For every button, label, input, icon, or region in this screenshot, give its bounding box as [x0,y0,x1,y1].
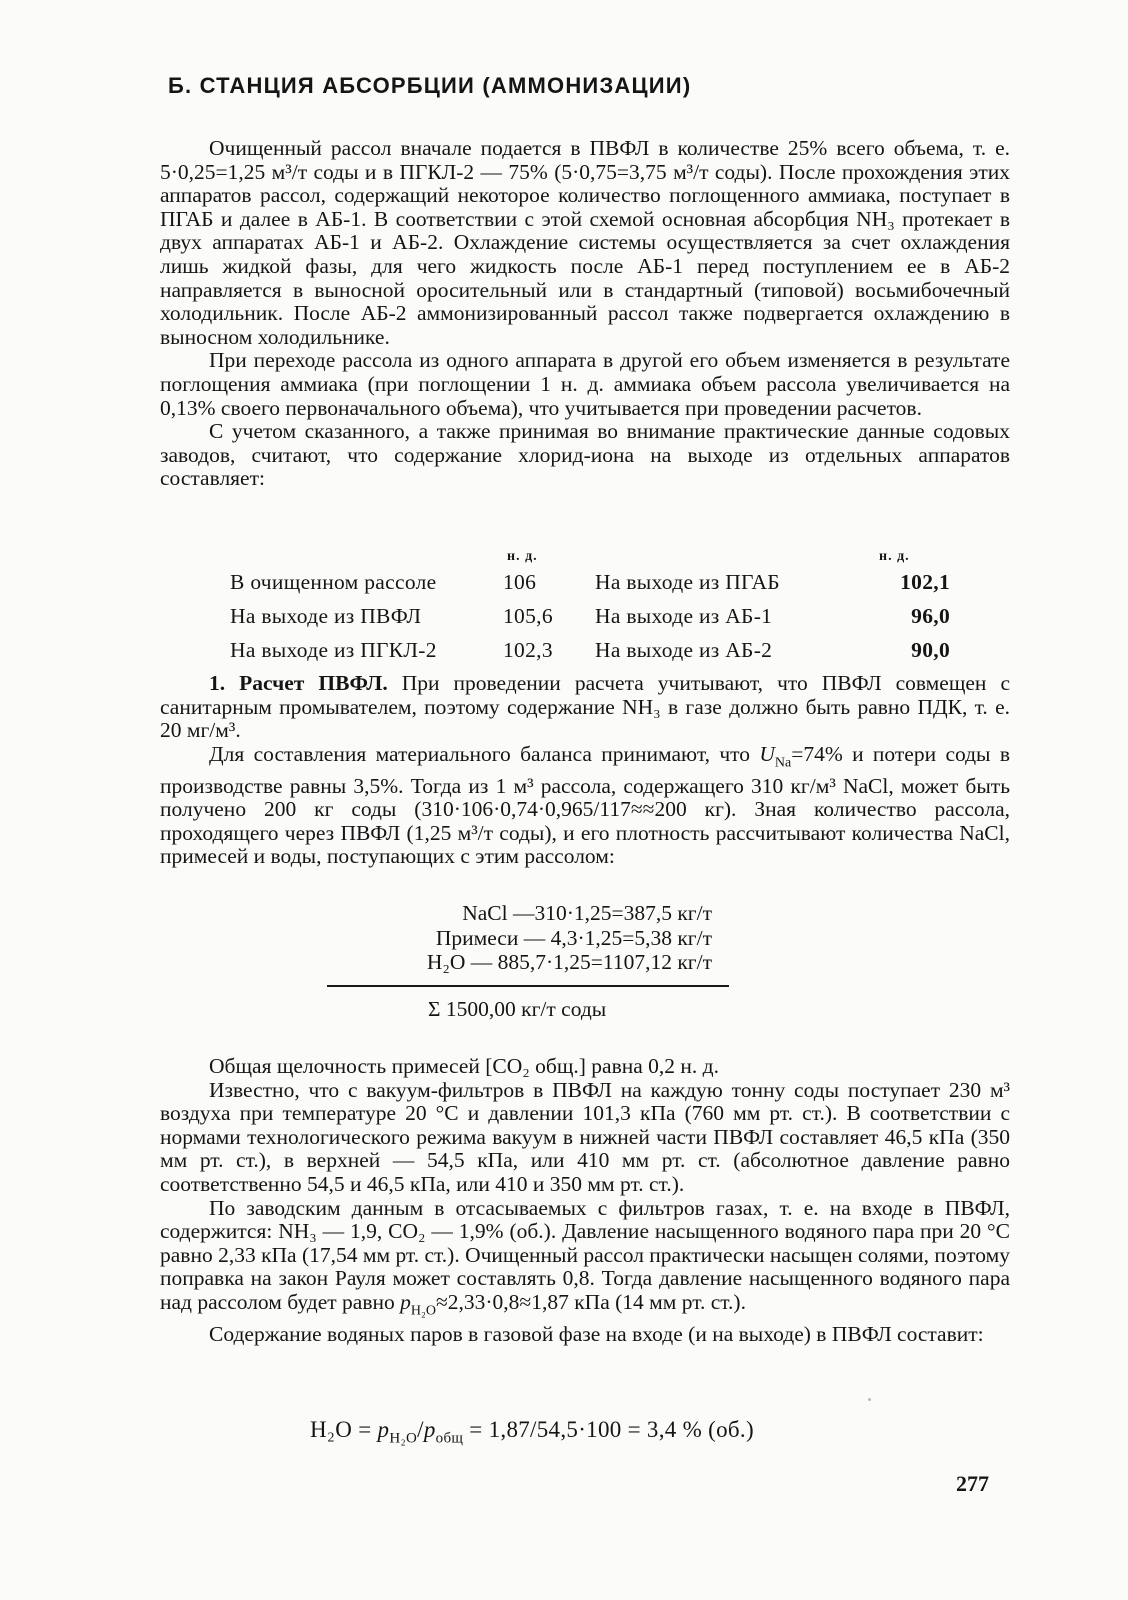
text-span: ≈2,33·0,8≈1,87 кПа (14 мм рт. ст.). [435,1289,746,1314]
row-left-value: 102,3 [503,638,553,663]
section-1-block [160,672,1010,869]
row-left-value: 106 [503,570,537,595]
balance-line-nacl: NaCl —310·1,25=387,5 кг/т [462,901,712,925]
section-1-paragraph-1-text: При проведении расчета учитывают, что ПВФЛ совмещен с санитарным промывателем, поэтому содержание NH₃ в газе должно быть равно ПДК, т. е. 20 мг/м³. [160,671,1010,743]
row-left-label: На выходе из ПВФЛ [230,604,422,629]
final-equation [310,1418,754,1451]
intro-block [160,137,1010,491]
variable-u: U [759,741,775,766]
row-left-value: 105,6 [503,604,553,629]
balance-line-impurities: Примеси — 4,3·1,25=5,38 кг/т [435,925,712,950]
scan-speck [868,1398,871,1401]
subscript-h2o: H₂O [410,1303,436,1319]
row-right-value: 102,1 [900,570,950,595]
section-title: Б. СТАНЦИЯ АБСОРБЦИИ (АММОНИЗАЦИИ) [168,73,692,98]
row-right-value: 90,0 [911,638,950,663]
chloride-table [230,566,950,668]
section-1-paragraph-1 [160,672,1010,743]
variable-p: p [400,1289,411,1314]
equation-slash: / [417,1417,424,1442]
section-2-paragraph-1: Общая щелочность примесей [CO₂ общ.] равна 0,2 н. д. [209,1054,719,1078]
row-left-label: В очищенном рассоле [230,570,437,595]
sum-rule [327,985,729,987]
equation-rhs: = 1,87/54,5·100 = 3,4 % (об.) [463,1417,754,1442]
subscript-h2o: H₂O [389,1430,418,1447]
page-number: 277 [956,1471,989,1496]
table-row [230,600,950,634]
document-page [160,0,1010,1600]
section-2-paragraph-2: Известно, что с вакуум-фильтров в ПВФЛ на каждую тонну соды поступает 230 м³ воздуха при температуре 20 °С и давлении 101,3 кПа (760 мм рт. ст.). В соответствии с нормами технологического режима вакуум в нижней части ПВФЛ составляет 46,5 кПа (350 мм рт. ст.), в верхней — 54,5 кПа, или 410 мм рт. ст. (абсолютное давление равно соответственно 54,5 и 46,5 кПа, или 410 и 350 мм рт. ст.). [160,1077,1010,1196]
row-left-label: На выходе из ПГКЛ-2 [230,638,437,663]
table-row [230,566,950,600]
unit-label-right: н. д. [879,549,910,564]
subscript-na: Na [774,755,792,771]
section-1-paragraph-2 [160,743,1010,869]
section-2-block [160,1055,1010,1346]
section-2-paragraph-3 [160,1197,1010,1323]
text-span: =74% и потери соды в производстве равны 3,5%. Тогда из 1 м³ рассола, содержащего 310 кг/м³ NaCl, может быть получено 200 кг соды (310·106·0,74·0,965/117≈≈200 кг). Зная количество рассола, проходящего через ПВФЛ (1,25 м³/т соды), и его плотность рассчитывают количества NaCl, примесей и воды, поступающих с этим рассолом: [160,741,1010,869]
text-span: По заводским данным в отсасываемых с фильтров газах, т. е. на входе в ПВФЛ, содержится: NH₃ — 1,9, CO₂ — 1,9% (об.). Давление насыщенного водяного пара при 20 °С равно 2,33 кПа (17,54 мм рт. ст.). Очищенный рассол практически насыщен солями, поэтому поправка на закон Рауля может составлять 0,8. Тогда давление насыщенного водяного пара над рассолом будет равно [160,1195,1010,1314]
table-row [230,634,950,668]
text-span: Для составления материального баланса принимают, что [209,741,760,766]
section-2-paragraph-4: Содержание водяных паров в газовой фазе на входе (и на выходе) в ПВФЛ составит: [209,1321,984,1346]
equation-lhs: H₂O = [310,1417,378,1442]
intro-paragraph-3: С учетом сказанного, а также принимая во внимание практические данные содовых заводов, считают, что содержание хлорид-иона на выходе из отдельных аппаратов составляет: [160,419,1010,491]
intro-paragraph-1: Очищенный рассол вначале подается в ПВФЛ в количестве 25% всего объема, т. е. 5·0,25=1,25 м³/т соды и в ПГКЛ-2 — 75% (5·0,75=3,75 м³/т соды). После прохождения этих аппаратов рассол, содержащий некоторое количество поглощенного аммиака, поступает в ПГАБ и далее в АБ-1. В соответствии с этой схемой основная абсорбция NH₃ протекает в двух аппаратах АБ-1 и АБ-2. Охлаждение системы осуществляется за счет охлаждения лишь жидкой фазы, для чего жидкость после АБ-1 перед поступлением ее в АБ-2 направляется в выносной оросительный или в стандартный (типовой) восьмибочечный холодильник. После АБ-2 аммонизированный рассол также подвергается охлаждению в выносном холодильнике. [160,136,1010,349]
row-right-label: На выходе из АБ-2 [595,638,773,663]
row-right-label: На выходе из АБ-1 [595,604,773,629]
row-right-value: 96,0 [911,604,950,629]
variable-p: p [377,1417,390,1442]
section-1-heading: 1. Расчет ПВФЛ. [209,671,388,695]
row-right-label: На выходе из ПГАБ [595,570,780,595]
balance-equations [332,901,712,975]
subscript-total: общ [435,1430,464,1447]
unit-label-left: н. д. [507,549,538,564]
variable-p: p [423,1417,436,1442]
balance-sum: Σ 1500,00 кг/т соды [428,997,607,1021]
intro-paragraph-2: При переходе рассола из одного аппарата в другой его объем изменяется в результате поглощения аммиака (при поглощении 1 н. д. аммиака объем рассола увеличивается на 0,13% своего первоначального объема), что учитывается при проведении расчетов. [160,348,1010,420]
balance-line-water: H₂O — 885,7·1,25=1107,12 кг/т [426,950,712,974]
